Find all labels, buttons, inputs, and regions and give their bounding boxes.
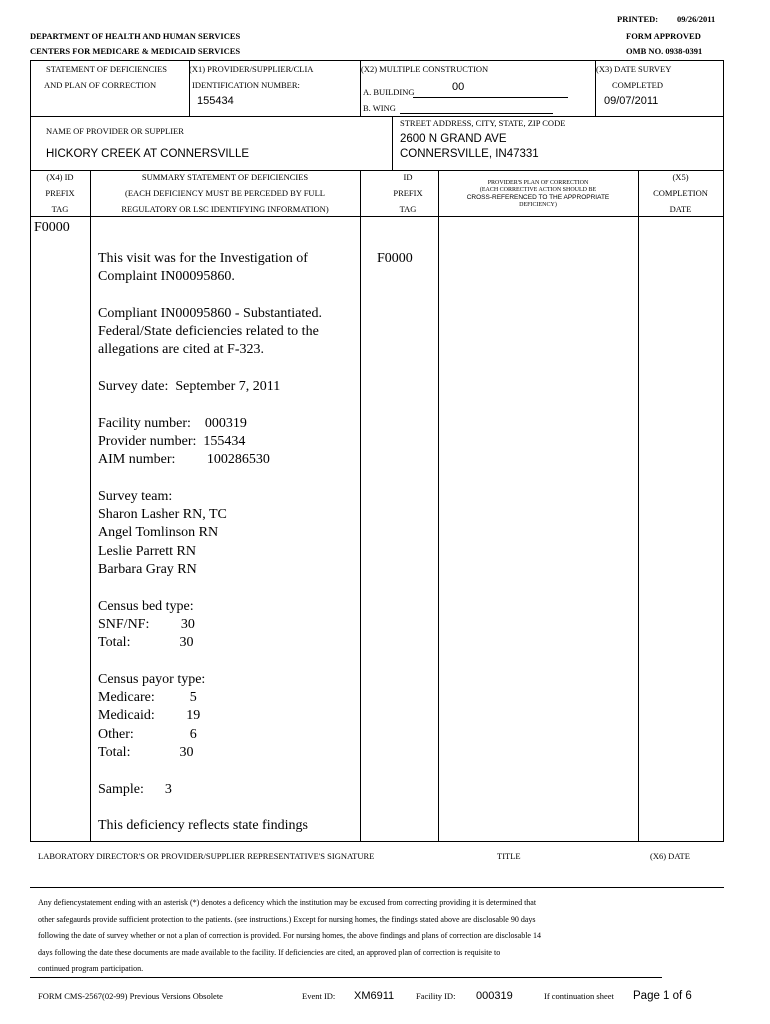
summary-header-1: SUMMARY STATEMENT OF DEFICIENCIES: [141, 172, 309, 182]
form-number: FORM CMS-2567(02-99) Previous Versions Obsolete: [38, 991, 223, 1001]
title-label: TITLE: [497, 851, 521, 861]
col-divider-1: [90, 170, 91, 842]
omb-number: OMB NO. 0938-0391: [626, 46, 703, 56]
deficiency-line: Facility number: 000319: [98, 415, 247, 431]
deficiency-line: This visit was for the Investigation of: [98, 251, 308, 266]
deficiency-line: Leslie Parrett RN: [98, 543, 196, 559]
disclaimer-line: following the date of survey whether or not a plan of correction is provided. For nursing homes, the above findings and plans of correction are disclosable 14: [38, 931, 541, 940]
id-header-1: ID: [403, 172, 413, 182]
summary-header-2: (EACH DEFICIENCY MUST BE PERCEDED BY FULL: [125, 188, 325, 198]
disclaimer-line: Any defiencystatement ending with an asterisk (*) denotes a deficency which the institution may be excused from correcting providing it is determined that: [38, 898, 537, 907]
divider-address: [392, 116, 393, 170]
deficiency-line: Federal/State deficiencies related to the: [98, 324, 319, 340]
box1-bottom: [30, 116, 724, 117]
signature-bottom: [30, 887, 724, 888]
deficiency-line: Sharon Lasher RN, TC: [98, 507, 227, 523]
x1-label-2: IDENTIFICATION NUMBER:: [192, 80, 300, 90]
x5-header-2: COMPLETION: [653, 188, 708, 198]
statement-label-1: STATEMENT OF DEFICIENCIES: [46, 64, 168, 74]
col-divider-4: [638, 170, 639, 842]
deficiency-text: [98, 250, 356, 836]
id-header-3: TAG: [399, 204, 417, 214]
x5-header-3: DATE: [669, 204, 692, 214]
deficiency-line: Angel Tomlinson RN: [98, 525, 219, 541]
deficiency-line: Census bed type:: [98, 598, 194, 614]
address-line-2: CONNERSVILLE, IN47331: [400, 148, 539, 160]
deficiency-line: [98, 470, 356, 488]
disclaimer-bottom: [30, 977, 662, 978]
printed-label: PRINTED:: [617, 14, 659, 24]
form-approved: FORM APPROVED: [626, 31, 701, 41]
deficiency-line: This deficiency reflects state findings: [98, 818, 308, 834]
x5-header-1: (X5): [672, 172, 689, 182]
id-header-2: PREFIX: [393, 188, 423, 198]
wing-underline: [400, 113, 553, 114]
plan-header-1: PROVIDER'S PLAN OF CORRECTION: [487, 180, 589, 186]
centers-title: CENTERS FOR MEDICARE & MEDICAID SERVICES: [30, 46, 241, 56]
disclaimer-line: days following the date these documents are made available to the facility. If deficiencies are cited, an approved plan of correction is requisite to: [38, 947, 501, 957]
provider-name-label: NAME OF PROVIDER OR SUPPLIER: [46, 126, 184, 136]
deficiency-line: [98, 653, 356, 671]
deficiency-line: Sample: 3: [98, 781, 172, 797]
x4-header-3: TAG: [51, 204, 69, 214]
wing-label: B. WING: [363, 103, 396, 113]
event-id-value: XM6911: [354, 990, 395, 1002]
deficiency-line: [98, 762, 356, 780]
signature-label: LABORATORY DIRECTOR'S OR PROVIDER/SUPPLIER REPRESENTATIVE'S SIGNATURE: [38, 851, 375, 861]
col-divider-3: [438, 170, 439, 842]
col-divider-2: [360, 170, 361, 842]
deficiency-line: [98, 396, 356, 414]
deficiency-line: Other: 6: [98, 726, 197, 742]
x4-header-1: (X4) ID: [46, 172, 74, 182]
disclaimer-line: other safegaurds provide sufficient protection to the patients. (see instructions.) Except for nursing homes, the findings stated above are disclosable 90 days: [38, 914, 536, 924]
x1-label: (X1) PROVIDER/SUPPLIER/CLIA: [189, 64, 314, 74]
building-underline: [413, 97, 568, 98]
deficiency-line: Compliant IN00095860 - Substantiated.: [98, 305, 322, 321]
deficiency-line: Complaint IN00095860.: [98, 269, 235, 285]
continuation-label: If continuation sheet: [544, 991, 614, 1001]
frame-right: [723, 60, 724, 842]
statement-label-2: AND PLAN OF CORRECTION: [44, 80, 157, 90]
tag-right: F0000: [377, 251, 413, 266]
deficiency-line: SNF/NF: 30: [98, 616, 195, 632]
facility-id-label: Facility ID:: [416, 991, 456, 1001]
x3-value: 09/07/2011: [604, 95, 659, 107]
body-bottom: [30, 841, 724, 842]
x4-header-2: PREFIX: [45, 188, 75, 198]
deficiency-line: Provider number: 155434: [98, 433, 246, 449]
deficiency-line: Total: 30: [98, 635, 194, 651]
deficiency-line: allegations are cited at F-323.: [98, 342, 264, 358]
deficiency-line: [98, 287, 356, 305]
x3-label-2: COMPLETED: [612, 80, 663, 90]
deficiency-line: Medicaid: 19: [98, 708, 201, 724]
header-bottom: [30, 216, 724, 217]
provider-bottom: [30, 170, 724, 171]
plan-header-3: CROSS-REFERENCED TO THE APPROPRIATE: [466, 194, 610, 201]
building-value: 00: [452, 81, 465, 93]
x1-value: 155434: [197, 95, 234, 107]
department-title: DEPARTMENT OF HEALTH AND HUMAN SERVICES: [30, 31, 241, 41]
deficiency-line: Total: 30: [98, 745, 194, 761]
disclaimer-text: [38, 895, 541, 978]
x2-label: (X2) MULTIPLE CONSTRUCTION: [361, 64, 489, 74]
page-number: Page 1 of 6: [633, 990, 692, 1002]
frame-top: [30, 60, 724, 61]
plan-header-4: DEFICIENCY): [519, 202, 557, 208]
provider-name: HICKORY CREEK AT CONNERSVILLE: [46, 148, 250, 160]
plan-header-2: (EACH CORRECTIVE ACTION SHOULD BE: [479, 187, 597, 193]
deficiency-line: Survey date: September 7, 2011: [98, 379, 281, 395]
printed-date: 09/26/2011: [677, 14, 716, 24]
deficiency-line: [98, 579, 356, 597]
deficiency-line: Barbara Gray RN: [98, 562, 197, 578]
disclaimer-line: continued program participation.: [38, 964, 144, 973]
address-line-1: 2600 N GRAND AVE: [400, 133, 507, 145]
facility-id-value: 000319: [476, 990, 513, 1002]
event-id-label: Event ID:: [302, 991, 336, 1001]
x6-date-label: (X6) DATE: [650, 851, 690, 861]
building-label: A. BUILDING: [363, 87, 415, 97]
deficiency-line: [98, 799, 356, 817]
x3-label: (X3) DATE SURVEY: [596, 64, 672, 74]
deficiency-line: [98, 360, 356, 378]
tag-left: F0000: [34, 220, 70, 235]
deficiency-line: AIM number: 100286530: [98, 452, 270, 468]
deficiency-line: Medicare: 5: [98, 690, 197, 706]
address-label: STREET ADDRESS, CITY, STATE, ZIP CODE: [400, 118, 566, 128]
deficiency-line: Survey team:: [98, 488, 173, 504]
deficiency-line: Census payor type:: [98, 671, 206, 687]
summary-header-3: REGULATORY OR LSC IDENTIFYING INFORMATION): [121, 204, 329, 214]
